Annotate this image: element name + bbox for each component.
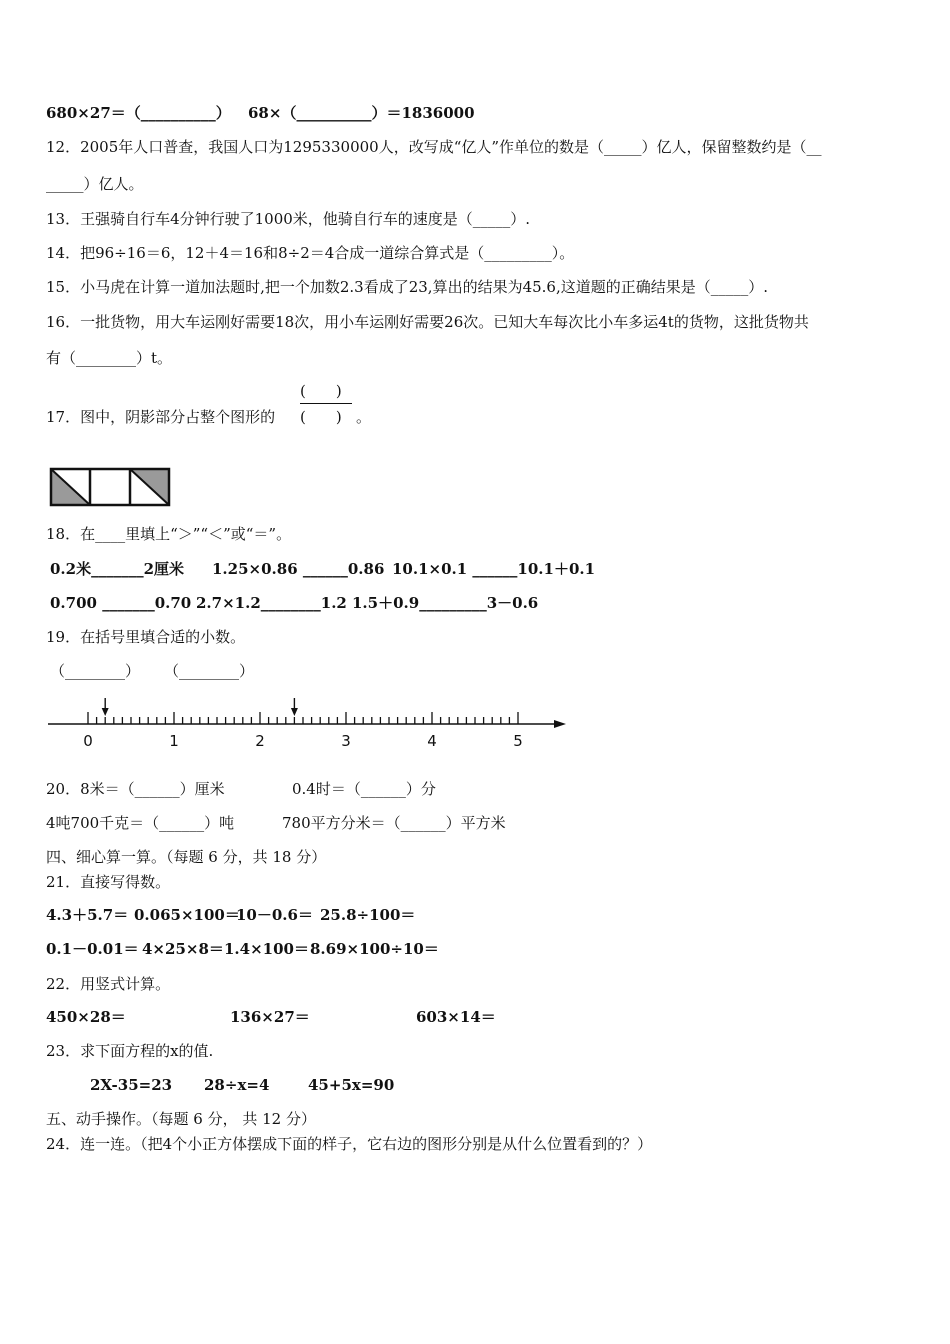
- q20-r1c2: 0.4时＝（______）分: [292, 780, 436, 798]
- q17-denominator: ( ): [300, 408, 342, 426]
- tick-label-4: 4: [427, 732, 437, 750]
- q15: 15．小马虎在计算一道加法题时,把一个加数2.3看成了23,算出的结果为45.6,这道题的正确结果是（_____）.: [46, 278, 769, 296]
- q19-blank-1: （________）: [50, 662, 141, 680]
- q21-r1c2: 0.065×100＝: [134, 906, 240, 924]
- q12-line2: _____）亿人。: [46, 175, 144, 193]
- q22-item-3: 603×14＝: [416, 1008, 496, 1026]
- q18-r1c1: 0.2米_______2厘米: [50, 560, 185, 578]
- q18-r2c3: 1.5＋0.9_________3－0.6: [352, 594, 539, 612]
- q20-r1c1: 20．8米＝（______）厘米: [46, 780, 225, 798]
- tick-label-3: 3: [341, 732, 351, 750]
- tick-label-1: 1: [169, 732, 179, 750]
- section-4-heading: 四、细心算一算。（每题 6 分，共 18 分）: [46, 848, 327, 866]
- q11-right: 68×（__________）＝1836000: [248, 104, 475, 122]
- q17-end: 。: [356, 408, 372, 426]
- q16-line2: 有（________）t。: [46, 349, 173, 367]
- q21-r2c2: 4×25×8＝: [142, 940, 224, 958]
- q12-line1: 12．2005年人口普查，我国人口为1295330000人，改写成“亿人”作单位的数是（_____）亿人，保留整数约是（__: [46, 138, 822, 156]
- q18-r2c2: 2.7×1.2________1.2: [196, 594, 347, 612]
- q14: 14．把96÷16＝6，12＋4＝16和8÷2＝4合成一道综合算式是（_________）。: [46, 244, 575, 262]
- pointer-arrow-head-2: [291, 708, 298, 716]
- q21-r2c1: 0.1－0.01＝: [46, 940, 139, 958]
- number-line: [40, 696, 570, 752]
- q24: 24．连一连。（把4个小正方体摆成下面的样子，它右边的图形分别是从什么位置看到的？）: [46, 1135, 653, 1153]
- q22-title: 22．用竖式计算。: [46, 975, 171, 993]
- pointer-arrow-head-1: [102, 708, 109, 716]
- q23-title: 23．求下面方程的x的值.: [46, 1042, 214, 1060]
- q16-line1: 16．一批货物，用大车运刚好需要18次，用小车运刚好需要26次。已知大车每次比小车多运4t的货物，这批货物共: [46, 313, 809, 331]
- q18-r2c1: 0.700 _______0.70: [50, 594, 192, 612]
- q20-r2c1: 4吨700千克＝（______）吨: [46, 814, 235, 832]
- q18-r1c3: 10.1×0.1 ______10.1＋0.1: [392, 560, 596, 578]
- q21-r2c3: 1.4×100＝: [224, 940, 309, 958]
- q21-r1c1: 4.3＋5.7＝: [46, 906, 129, 924]
- q21-title: 21．直接写得数。: [46, 873, 171, 891]
- q21-r1c4: 25.8÷100＝: [320, 906, 416, 924]
- q11-left: 680×27＝（__________）: [46, 104, 231, 122]
- tick-label-2: 2: [255, 732, 265, 750]
- q19-title: 19．在括号里填合适的小数。: [46, 628, 246, 646]
- tick-label-5: 5: [513, 732, 523, 750]
- q23-item-1: 2X-35=23: [90, 1076, 173, 1094]
- q22-item-1: 450×28＝: [46, 1008, 126, 1026]
- q17-text: 17．图中，阴影部分占整个图形的: [46, 408, 276, 426]
- q20-r2c2: 780平方分米＝（______）平方米: [282, 814, 506, 832]
- tick-label-0: 0: [83, 732, 93, 750]
- q23-item-2: 28÷x=4: [204, 1076, 270, 1094]
- q18-r1c2: 1.25×0.86 ______0.86: [212, 560, 385, 578]
- q21-r2c4: 8.69×100÷10＝: [310, 940, 439, 958]
- fraction-bar: [300, 403, 352, 404]
- q21-r1c3: 10－0.6＝: [236, 906, 313, 924]
- q23-item-3: 45+5x=90: [308, 1076, 395, 1094]
- q22-item-2: 136×27＝: [230, 1008, 310, 1026]
- q19-blank-2: （________）: [164, 662, 255, 680]
- q18-title: 18．在____里填上“＞”“＜”或“＝”。: [46, 525, 292, 543]
- section-5-heading: 五、动手操作。（每题 6 分， 共 12 分）: [46, 1110, 316, 1128]
- q17-numerator: ( ): [300, 382, 342, 400]
- q13: 13．王强骑自行车4分钟行驶了1000米，他骑自行车的速度是（_____）.: [46, 210, 531, 228]
- number-line-arrowhead: [554, 720, 566, 728]
- shaded-figure: [48, 466, 174, 508]
